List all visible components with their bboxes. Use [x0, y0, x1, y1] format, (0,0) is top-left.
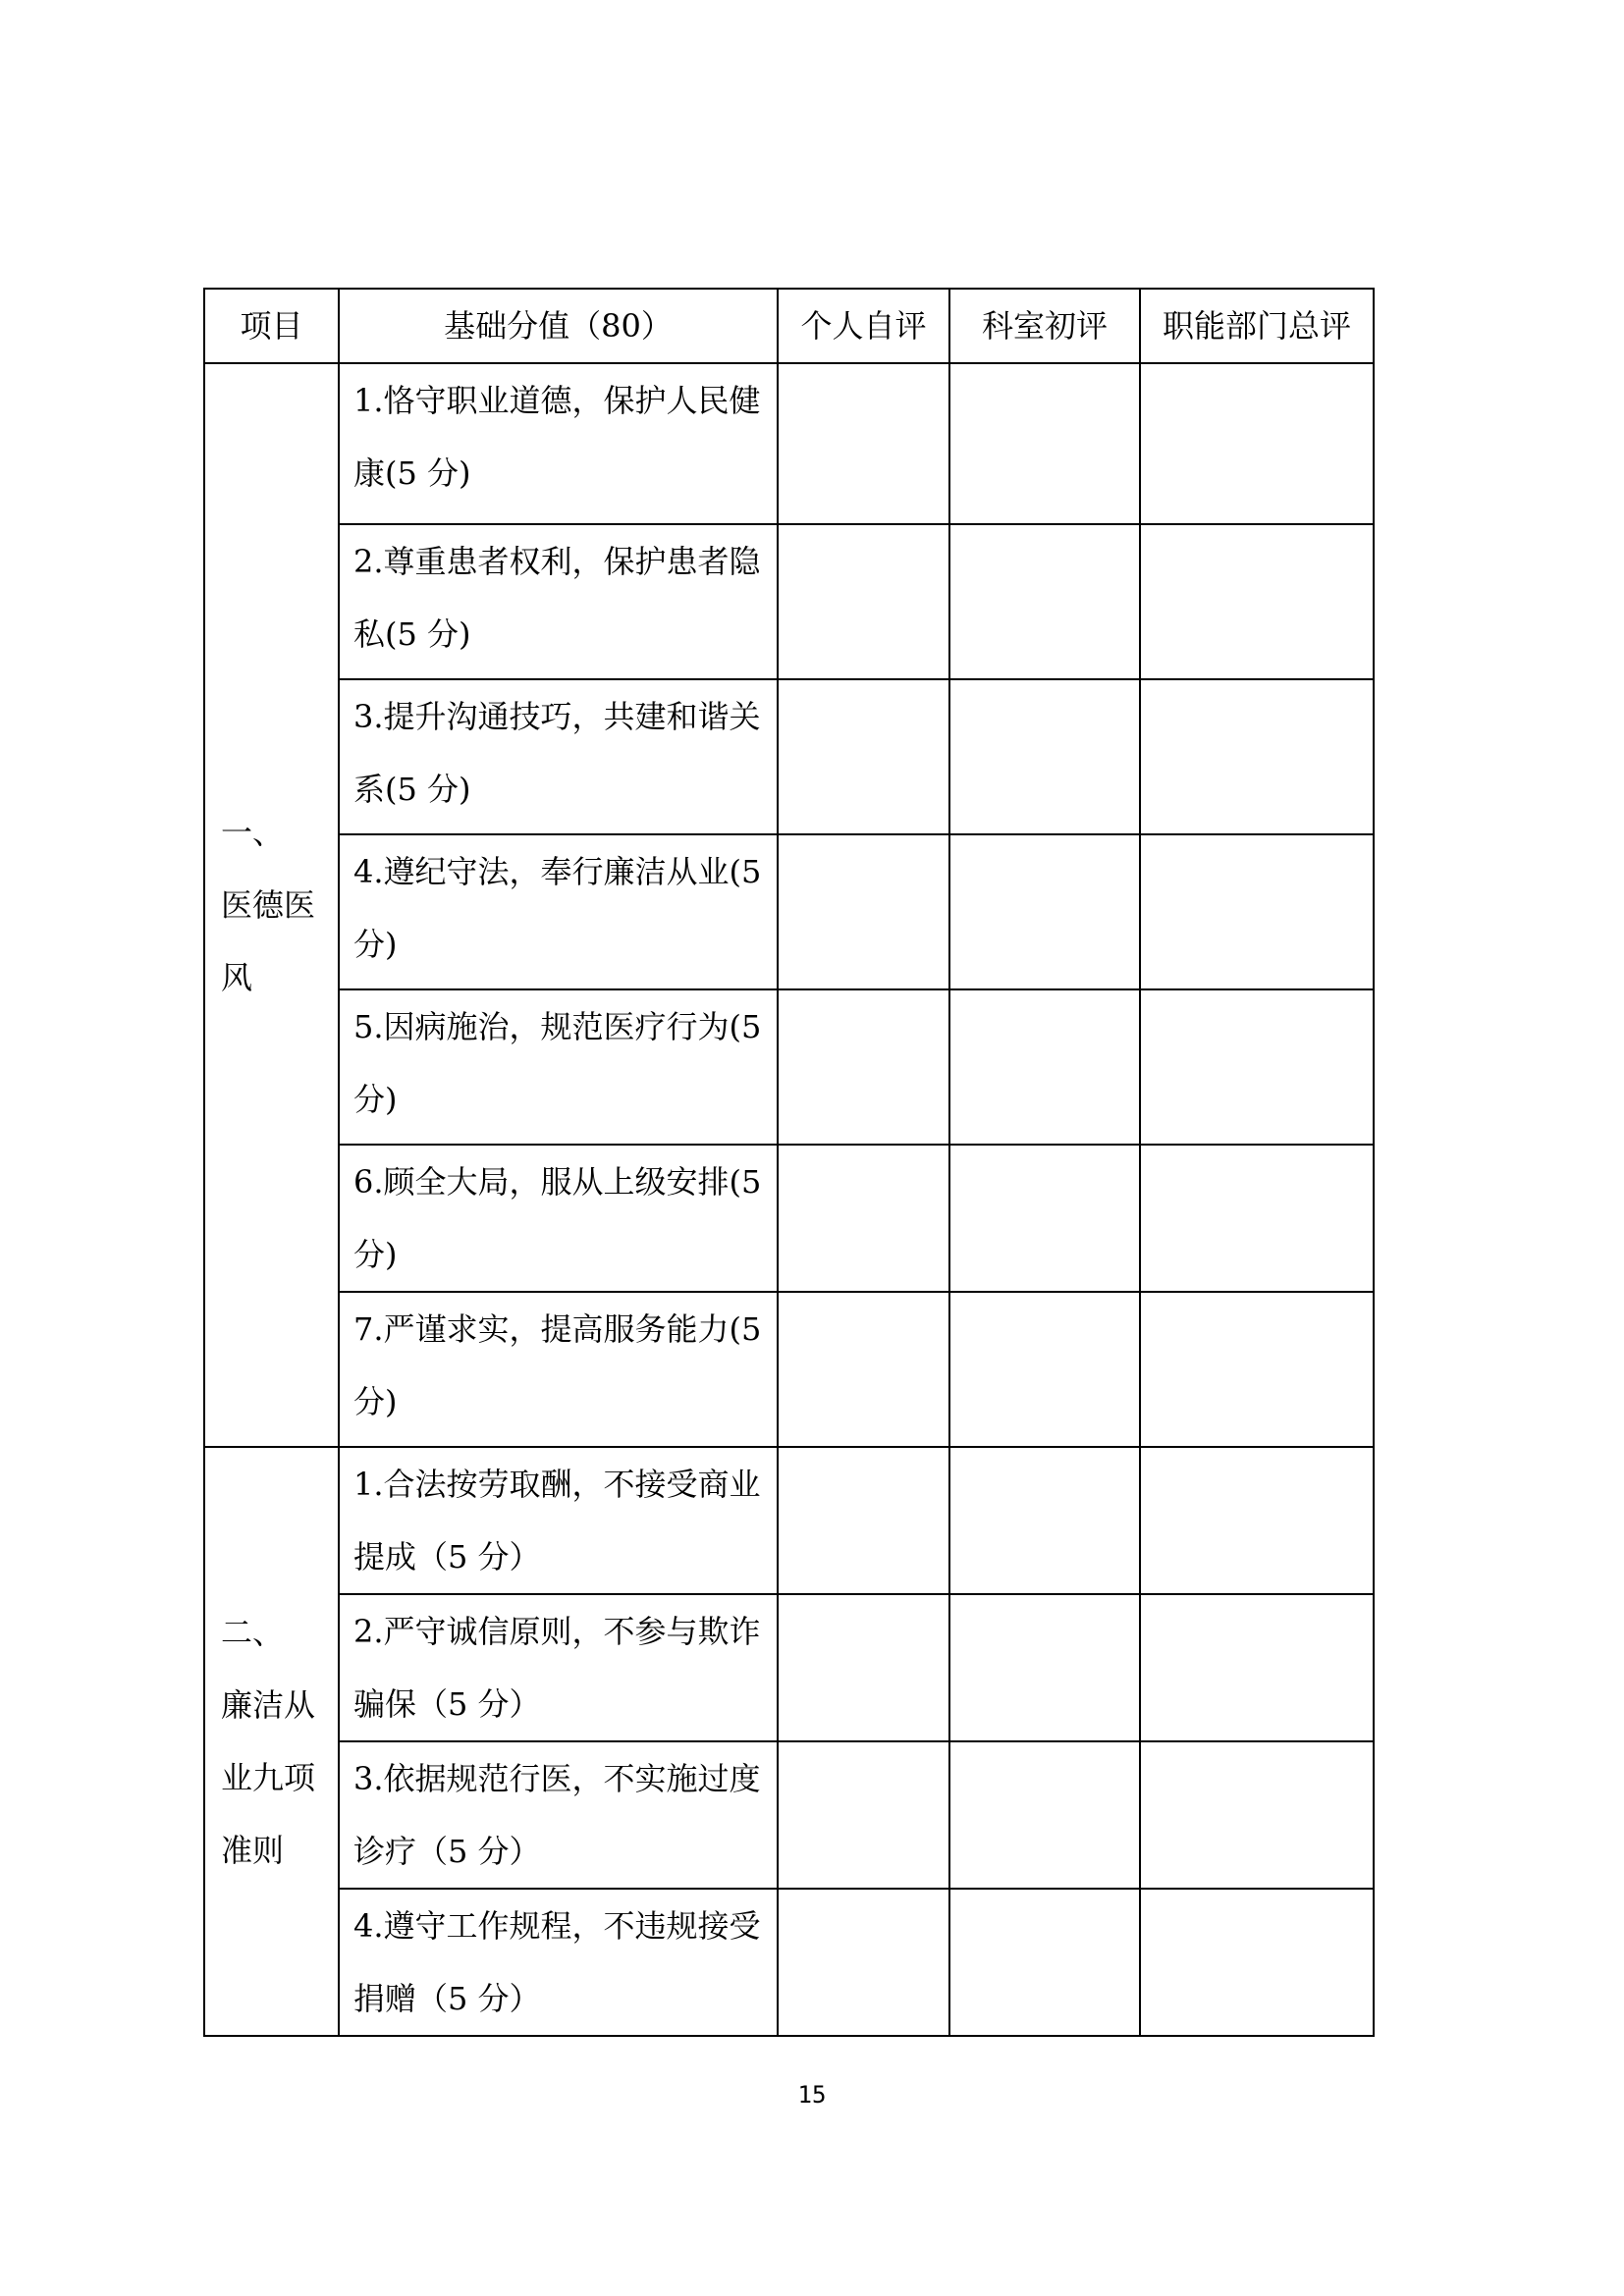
final-eval-cell[interactable] — [1140, 1741, 1374, 1889]
final-eval-cell[interactable] — [1140, 834, 1374, 989]
table-row — [204, 834, 1374, 989]
table-row — [204, 363, 1374, 524]
self-eval-cell[interactable] — [778, 679, 949, 834]
item-label: 4.遵纪守法，奉行廉洁从业(5 分) — [353, 853, 762, 963]
self-eval-cell[interactable] — [778, 1292, 949, 1447]
self-eval-cell[interactable] — [778, 1594, 949, 1741]
table-row — [204, 1292, 1374, 1447]
self-eval-cell[interactable] — [778, 1889, 949, 2036]
item-cell — [339, 1292, 778, 1447]
item-label: 1.合法按劳取酬，不接受商业提成（5 分） — [353, 1466, 761, 1575]
item-cell — [339, 1889, 778, 2036]
item-label: 3.提升沟通技巧，共建和谐关系(5 分) — [353, 698, 761, 808]
dept-eval-cell[interactable] — [949, 1594, 1140, 1741]
item-label: 5.因病施治，规范医疗行为(5 分) — [353, 1008, 762, 1118]
header-item: 项目 — [204, 289, 339, 363]
final-eval-cell[interactable] — [1140, 989, 1374, 1145]
item-cell — [339, 363, 778, 524]
final-eval-cell[interactable] — [1140, 524, 1374, 679]
item-cell — [339, 1447, 778, 1594]
category-label: 一、 医德医风 — [221, 814, 316, 996]
self-eval-cell[interactable] — [778, 1447, 949, 1594]
evaluation-table — [203, 288, 1375, 2037]
item-label: 2.尊重患者权利，保护患者隐私(5 分) — [353, 543, 761, 653]
page-number: 15 — [797, 2081, 827, 2109]
table-header-row — [204, 289, 1374, 363]
table-row — [204, 1594, 1374, 1741]
self-eval-cell[interactable] — [778, 524, 949, 679]
final-eval-cell[interactable] — [1140, 1594, 1374, 1741]
item-cell — [339, 1594, 778, 1741]
category-label: 二、 廉洁从业九项准则 — [221, 1614, 316, 1869]
item-label: 4.遵守工作规程，不违规接受捐赠（5 分） — [353, 1907, 761, 2017]
header-final-eval: 职能部门总评 — [1140, 289, 1374, 363]
header-self-eval: 个人自评 — [778, 289, 949, 363]
final-eval-cell[interactable] — [1140, 1145, 1374, 1292]
self-eval-cell[interactable] — [778, 989, 949, 1145]
header-base-score: 基础分值（80） — [339, 289, 778, 363]
table-row — [204, 679, 1374, 834]
category-cell — [204, 1447, 339, 2036]
dept-eval-cell[interactable] — [949, 1292, 1140, 1447]
final-eval-cell[interactable] — [1140, 1292, 1374, 1447]
item-label: 7.严谨求实，提高服务能力(5 分) — [353, 1310, 762, 1420]
item-cell — [339, 989, 778, 1145]
header-dept-eval: 科室初评 — [949, 289, 1140, 363]
dept-eval-cell[interactable] — [949, 1447, 1140, 1594]
table-row — [204, 1145, 1374, 1292]
self-eval-cell[interactable] — [778, 834, 949, 989]
item-cell — [339, 834, 778, 989]
item-cell — [339, 524, 778, 679]
dept-eval-cell[interactable] — [949, 679, 1140, 834]
final-eval-cell[interactable] — [1140, 679, 1374, 834]
item-cell — [339, 1145, 778, 1292]
item-label: 6.顾全大局，服从上级安排(5 分) — [353, 1163, 762, 1273]
dept-eval-cell[interactable] — [949, 363, 1140, 524]
category-cell — [204, 363, 339, 1447]
dept-eval-cell[interactable] — [949, 1145, 1140, 1292]
self-eval-cell[interactable] — [778, 363, 949, 524]
dept-eval-cell[interactable] — [949, 1889, 1140, 2036]
item-cell — [339, 1741, 778, 1889]
final-eval-cell[interactable] — [1140, 1889, 1374, 2036]
dept-eval-cell[interactable] — [949, 834, 1140, 989]
table-row — [204, 524, 1374, 679]
final-eval-cell[interactable] — [1140, 1447, 1374, 1594]
item-label: 2.严守诚信原则，不参与欺诈骗保（5 分） — [353, 1613, 761, 1723]
item-cell — [339, 679, 778, 834]
item-label: 1.恪守职业道德，保护人民健康(5 分) — [353, 382, 761, 492]
self-eval-cell[interactable] — [778, 1145, 949, 1292]
item-label: 3.依据规范行医，不实施过度诊疗（5 分） — [353, 1760, 761, 1870]
table-row — [204, 989, 1374, 1145]
table-row — [204, 1447, 1374, 1594]
dept-eval-cell[interactable] — [949, 989, 1140, 1145]
self-eval-cell[interactable] — [778, 1741, 949, 1889]
table-row — [204, 1889, 1374, 2036]
table-row — [204, 1741, 1374, 1889]
dept-eval-cell[interactable] — [949, 524, 1140, 679]
dept-eval-cell[interactable] — [949, 1741, 1140, 1889]
final-eval-cell[interactable] — [1140, 363, 1374, 524]
